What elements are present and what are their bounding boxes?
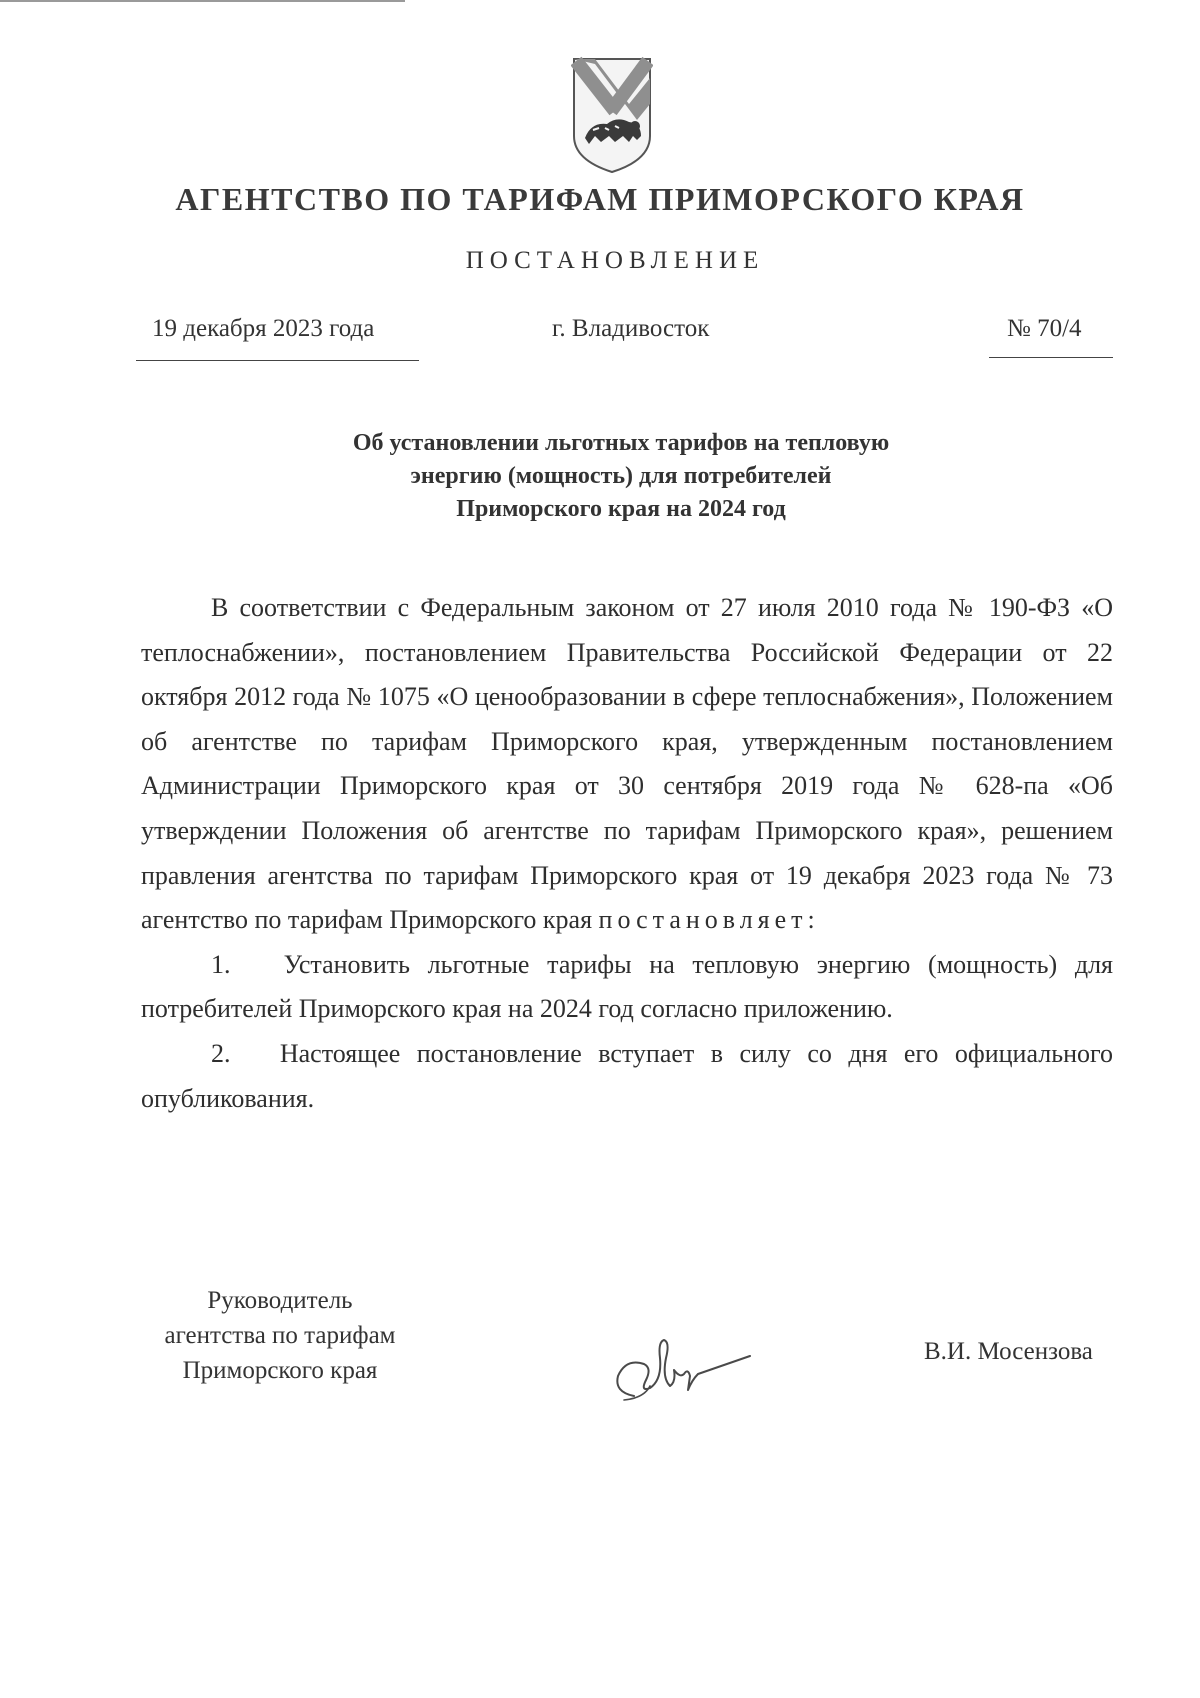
coat-of-arms-emblem (571, 56, 653, 174)
decree-item-2 (141, 1032, 1113, 1121)
item-1-text: Установить льготные тарифы на тепловую энергию (мощность) для потребителей Приморского края на 2024 год согласно приложению. (141, 949, 1114, 1024)
item-1-number: 1. (211, 949, 231, 979)
document-title (0, 427, 1200, 526)
signer-name: В.И. Мосензова (924, 1338, 1093, 1365)
item-2-text: Настоящее постановление вступает в силу со дня его официального опубликования. (141, 1038, 1114, 1113)
title-line-1: Об установлении льготных тарифов на тепловую (352, 430, 890, 456)
signer-position (135, 1283, 425, 1388)
signer-position-line-2: агентства по тарифам (164, 1322, 396, 1349)
document-body (141, 586, 1113, 1121)
preamble-paragraph (141, 586, 1113, 943)
document-number: № 70/4 (1007, 315, 1082, 342)
date-underline (136, 360, 419, 361)
number-underline (989, 357, 1113, 358)
signer-position-line-3: Приморского края (182, 1357, 378, 1384)
document-date: 19 декабря 2023 года (152, 315, 375, 342)
item-2-number: 2. (211, 1038, 231, 1068)
decree-word: постановляет: (598, 905, 820, 935)
scan-edge-line (0, 0, 405, 2)
title-line-3: Приморского края на 2024 год (456, 496, 786, 522)
document-type: ПОСТАНОВЛЕНИЕ (465, 247, 765, 274)
handwritten-signature (604, 1328, 764, 1408)
signer-position-line-1: Руководитель (207, 1287, 353, 1314)
document-city: г. Владивосток (552, 315, 710, 342)
decree-item-1 (141, 943, 1113, 1032)
title-line-2: энергию (мощность) для потребителей (410, 463, 832, 489)
preamble-text: В соответствии с Федеральным законом от 27 июля 2010 года № 190-ФЗ «О теплоснабжении», постановлением Правительства Российской Федерации от 22 октября 2012 года № 1075 «О ценообразовании в сфере теплоснабжения», Положением об агентстве по тарифам Приморского края, утвержденным постановлением Администрации Приморского края от 30 сентября 2019 года № 628-па «Об утверждении Положения об агентстве по тарифам Приморского края», решением правления агентства по тарифам Приморского края от 19 декабря 2023 года № 73 агентство по тарифам Приморского края (141, 593, 1113, 935)
agency-name: АГЕНТСТВО ПО ТАРИФАМ ПРИМОРСКОГО КРАЯ (175, 181, 1025, 217)
